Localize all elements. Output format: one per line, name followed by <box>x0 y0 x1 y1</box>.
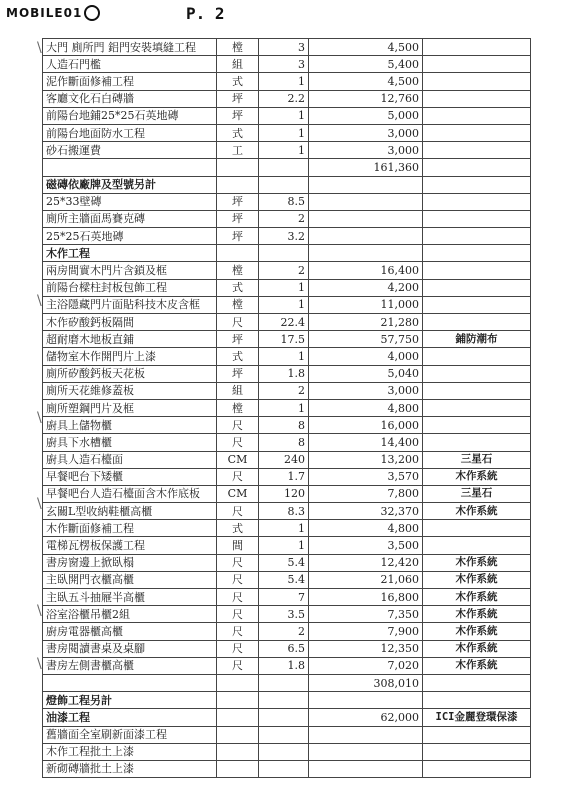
check-mark: \ <box>37 603 42 619</box>
cell-name: 廁所塑鋼門片及框 <box>43 399 217 416</box>
table-row <box>43 520 531 537</box>
cell-price: 5,400 <box>309 56 423 73</box>
cell-note <box>423 417 531 434</box>
subtotal-row <box>43 674 531 691</box>
cell-price: 7,800 <box>309 485 423 502</box>
cell-unit <box>217 674 259 691</box>
cell-qty <box>259 159 309 176</box>
cell-unit <box>217 692 259 709</box>
table-row <box>43 365 531 382</box>
table-row <box>43 382 531 399</box>
cell-price: 5,040 <box>309 365 423 382</box>
cell-qty: 8 <box>259 417 309 434</box>
cell-qty: 240 <box>259 451 309 468</box>
table-row <box>43 743 531 760</box>
cell-name: 舊牆面全室刷新面漆工程 <box>43 726 217 743</box>
cell-qty: 6.5 <box>259 640 309 657</box>
cell-qty: 1.7 <box>259 468 309 485</box>
table-row <box>43 107 531 124</box>
cell-qty: 17.5 <box>259 331 309 348</box>
table-row <box>43 589 531 606</box>
cell-qty: 1 <box>259 279 309 296</box>
cell-note: 木作系統 <box>423 554 531 571</box>
table-row <box>43 434 531 451</box>
check-mark: \ <box>37 293 42 309</box>
cell-price <box>309 176 423 193</box>
cell-qty: 1.8 <box>259 657 309 674</box>
cell-note: 木作系統 <box>423 623 531 640</box>
check-mark: \ <box>37 656 42 672</box>
table-row <box>43 606 531 623</box>
cell-note <box>423 39 531 56</box>
cell-name: 燈飾工程另計 <box>43 692 217 709</box>
cell-note: 木作系統 <box>423 640 531 657</box>
cell-price: 3,570 <box>309 468 423 485</box>
cell-unit: 式 <box>217 279 259 296</box>
cell-qty: 1 <box>259 296 309 313</box>
cell-name <box>43 674 217 691</box>
table-row <box>43 399 531 416</box>
cell-name: 主臥開門衣櫃高櫃 <box>43 571 217 588</box>
cell-price: 11,000 <box>309 296 423 313</box>
cell-qty: 1 <box>259 107 309 124</box>
cell-price: 4,800 <box>309 520 423 537</box>
cell-unit <box>217 709 259 726</box>
cell-name: 泥作斷面修補工程 <box>43 73 217 90</box>
cell-qty <box>259 743 309 760</box>
cell-note <box>423 382 531 399</box>
cell-price: 161,360 <box>309 159 423 176</box>
cell-name: 木作工程 <box>43 245 217 262</box>
table-row <box>43 503 531 520</box>
cell-qty: 2.2 <box>259 90 309 107</box>
cell-price: 12,350 <box>309 640 423 657</box>
cell-qty: 8.3 <box>259 503 309 520</box>
cell-name: 主臥五斗抽屜半高櫃 <box>43 589 217 606</box>
cell-price: 21,060 <box>309 571 423 588</box>
cell-unit: 尺 <box>217 434 259 451</box>
cell-price: 5,000 <box>309 107 423 124</box>
cell-name: 油漆工程 <box>43 709 217 726</box>
cell-name: 人造石門檻 <box>43 56 217 73</box>
cell-price <box>309 193 423 210</box>
cell-unit: 式 <box>217 520 259 537</box>
cell-unit: 尺 <box>217 571 259 588</box>
cell-note <box>423 176 531 193</box>
cell-unit: 組 <box>217 56 259 73</box>
cell-qty: 22.4 <box>259 314 309 331</box>
cell-unit <box>217 176 259 193</box>
cell-price: 7,020 <box>309 657 423 674</box>
table-row <box>43 56 531 73</box>
cell-note <box>423 107 531 124</box>
table-row <box>43 331 531 348</box>
cell-name: 書房左側書櫃高櫃 <box>43 657 217 674</box>
cell-unit <box>217 159 259 176</box>
cell-price: 32,370 <box>309 503 423 520</box>
cell-unit: 式 <box>217 348 259 365</box>
cell-qty <box>259 692 309 709</box>
cell-unit: 坪 <box>217 331 259 348</box>
cell-qty: 7 <box>259 589 309 606</box>
cell-price: 3,000 <box>309 142 423 159</box>
cell-name: 廚具人造石檯面 <box>43 451 217 468</box>
cell-qty: 1 <box>259 520 309 537</box>
cell-qty: 1.8 <box>259 365 309 382</box>
cell-price: 16,400 <box>309 262 423 279</box>
cell-note <box>423 692 531 709</box>
cell-qty: 5.4 <box>259 554 309 571</box>
table-row <box>43 640 531 657</box>
table-row <box>43 262 531 279</box>
table-row <box>43 417 531 434</box>
cell-price <box>309 245 423 262</box>
cell-unit <box>217 760 259 777</box>
cell-note: 三星石 <box>423 485 531 502</box>
table-row <box>43 537 531 554</box>
cell-name: 主浴隱藏門片面貼科技木皮含框 <box>43 296 217 313</box>
section-header-row <box>43 176 531 193</box>
cell-unit <box>217 245 259 262</box>
cell-qty: 3 <box>259 39 309 56</box>
cell-note: 木作系統 <box>423 503 531 520</box>
cell-name <box>43 159 217 176</box>
cell-price: 4,500 <box>309 39 423 56</box>
cell-unit: 樘 <box>217 39 259 56</box>
cell-price: 13,200 <box>309 451 423 468</box>
cell-note <box>423 245 531 262</box>
table-row <box>43 554 531 571</box>
cell-price <box>309 692 423 709</box>
cell-price: 12,420 <box>309 554 423 571</box>
table-row <box>43 124 531 141</box>
cell-note: 三星石 <box>423 451 531 468</box>
cell-note: 木作系統 <box>423 606 531 623</box>
check-mark: \ <box>37 496 42 512</box>
cell-price <box>309 743 423 760</box>
cell-note <box>423 743 531 760</box>
cell-price: 16,800 <box>309 589 423 606</box>
cell-unit: CM <box>217 485 259 502</box>
cell-unit: 尺 <box>217 417 259 434</box>
quotation-table <box>42 38 531 778</box>
subtotal-row <box>43 159 531 176</box>
cell-name: 木作斷面修補工程 <box>43 520 217 537</box>
section-header-row <box>43 245 531 262</box>
cell-qty: 3.2 <box>259 228 309 245</box>
cell-price: 21,280 <box>309 314 423 331</box>
table-row <box>43 39 531 56</box>
cell-note <box>423 210 531 227</box>
cell-name: 書房窗邊上掀臥榻 <box>43 554 217 571</box>
cell-note <box>423 365 531 382</box>
cell-price: 3,500 <box>309 537 423 554</box>
table-row <box>43 142 531 159</box>
cell-note: 木作系統 <box>423 657 531 674</box>
cell-price <box>309 726 423 743</box>
table-row <box>43 193 531 210</box>
cell-note <box>423 142 531 159</box>
section-header-row <box>43 692 531 709</box>
table-row <box>43 623 531 640</box>
table-row <box>43 90 531 107</box>
cell-unit: 坪 <box>217 228 259 245</box>
cell-price: 16,000 <box>309 417 423 434</box>
cell-note <box>423 159 531 176</box>
cell-qty: 1 <box>259 142 309 159</box>
cell-note: 木作系統 <box>423 571 531 588</box>
cell-note <box>423 537 531 554</box>
cell-unit: 尺 <box>217 468 259 485</box>
cell-note <box>423 193 531 210</box>
cell-name: 儲物室木作開門片上漆 <box>43 348 217 365</box>
table-row <box>43 760 531 777</box>
cell-name: 大門 廁所門 鋁門安裝填縫工程 <box>43 39 217 56</box>
cell-price: 62,000 <box>309 709 423 726</box>
cell-unit: 樘 <box>217 399 259 416</box>
table-row <box>43 279 531 296</box>
table-row <box>43 485 531 502</box>
cell-unit: 尺 <box>217 314 259 331</box>
cell-price: 3,000 <box>309 382 423 399</box>
cell-unit: 樘 <box>217 262 259 279</box>
check-mark: \ <box>37 410 42 426</box>
cell-qty: 3 <box>259 56 309 73</box>
cell-name: 廁所天花維修蓋板 <box>43 382 217 399</box>
cell-price: 7,900 <box>309 623 423 640</box>
cell-note <box>423 399 531 416</box>
cell-price <box>309 760 423 777</box>
cell-qty: 120 <box>259 485 309 502</box>
cell-note <box>423 90 531 107</box>
cell-unit: 間 <box>217 537 259 554</box>
table-row <box>43 657 531 674</box>
page-number: P. 2 <box>186 4 225 23</box>
logo-ring-icon <box>84 5 100 21</box>
cell-unit: 組 <box>217 382 259 399</box>
cell-name: 玄關L型收納鞋櫃高櫃 <box>43 503 217 520</box>
cell-name: 浴室浴櫃吊櫃2組 <box>43 606 217 623</box>
cell-unit <box>217 743 259 760</box>
cell-name: 前陽台地鋪25*25石英地磚 <box>43 107 217 124</box>
cell-qty: 2 <box>259 262 309 279</box>
table-row <box>43 571 531 588</box>
cell-name: 廚房電器櫃高櫃 <box>43 623 217 640</box>
cell-name: 早餐吧台人造石檯面含木作底板 <box>43 485 217 502</box>
cell-name: 木作矽酸鈣板隔間 <box>43 314 217 331</box>
cell-unit: 工 <box>217 142 259 159</box>
cell-qty: 1 <box>259 537 309 554</box>
cell-unit: 尺 <box>217 554 259 571</box>
cell-unit: 坪 <box>217 210 259 227</box>
cell-name: 早餐吧台下矮櫃 <box>43 468 217 485</box>
cell-note <box>423 520 531 537</box>
cell-name: 新砌磚牆批土上漆 <box>43 760 217 777</box>
cell-name: 25*25石英地磚 <box>43 228 217 245</box>
cell-qty: 1 <box>259 399 309 416</box>
cell-qty: 8.5 <box>259 193 309 210</box>
cell-unit: 坪 <box>217 90 259 107</box>
cell-price <box>309 210 423 227</box>
cell-note <box>423 348 531 365</box>
cell-price: 4,000 <box>309 348 423 365</box>
cell-unit: CM <box>217 451 259 468</box>
table-row <box>43 726 531 743</box>
cell-note <box>423 228 531 245</box>
cell-name: 磁磚依廠牌及型號另計 <box>43 176 217 193</box>
section-header-row <box>43 709 531 726</box>
cell-qty: 2 <box>259 382 309 399</box>
cell-price: 4,800 <box>309 399 423 416</box>
cell-name: 電梯瓦楞板保護工程 <box>43 537 217 554</box>
table-row <box>43 348 531 365</box>
cell-qty: 1 <box>259 124 309 141</box>
cell-qty: 3.5 <box>259 606 309 623</box>
cell-note <box>423 314 531 331</box>
table-row <box>43 314 531 331</box>
cell-note <box>423 56 531 73</box>
table-row <box>43 296 531 313</box>
cell-note <box>423 674 531 691</box>
cell-price: 12,760 <box>309 90 423 107</box>
cell-name: 超耐磨木地板直鋪 <box>43 331 217 348</box>
cell-qty <box>259 674 309 691</box>
cell-note <box>423 124 531 141</box>
cell-price: 7,350 <box>309 606 423 623</box>
cell-unit: 坪 <box>217 365 259 382</box>
cell-name: 木作工程批土上漆 <box>43 743 217 760</box>
cell-qty: 2 <box>259 210 309 227</box>
cell-unit: 式 <box>217 124 259 141</box>
cell-note <box>423 73 531 90</box>
cell-name: 前陽台樑柱封板包飾工程 <box>43 279 217 296</box>
cell-qty <box>259 760 309 777</box>
quotation-rows <box>43 39 531 778</box>
cell-qty: 1 <box>259 73 309 90</box>
cell-qty <box>259 245 309 262</box>
cell-qty: 2 <box>259 623 309 640</box>
check-mark: \ <box>37 40 42 56</box>
cell-note <box>423 726 531 743</box>
cell-note <box>423 296 531 313</box>
cell-qty <box>259 176 309 193</box>
cell-name: 廁所主牆面馬賽克磚 <box>43 210 217 227</box>
cell-note <box>423 434 531 451</box>
cell-unit: 尺 <box>217 503 259 520</box>
cell-qty: 8 <box>259 434 309 451</box>
cell-unit: 尺 <box>217 623 259 640</box>
cell-note: ICI金麗登環保漆 <box>423 709 531 726</box>
cell-note <box>423 760 531 777</box>
cell-unit: 樘 <box>217 296 259 313</box>
logo-text: MOBILE01 <box>6 6 83 20</box>
table-row <box>43 73 531 90</box>
cell-unit: 尺 <box>217 589 259 606</box>
mobile01-logo <box>6 4 100 22</box>
cell-note: 木作系統 <box>423 589 531 606</box>
cell-qty <box>259 709 309 726</box>
cell-note <box>423 279 531 296</box>
cell-name: 廁所矽酸鈣板天花板 <box>43 365 217 382</box>
cell-name: 書房閱讀書桌及桌腳 <box>43 640 217 657</box>
table-row <box>43 468 531 485</box>
cell-name: 廚具上儲物櫃 <box>43 417 217 434</box>
cell-price: 14,400 <box>309 434 423 451</box>
cell-qty <box>259 726 309 743</box>
cell-unit <box>217 726 259 743</box>
cell-unit: 尺 <box>217 606 259 623</box>
cell-price: 4,500 <box>309 73 423 90</box>
cell-price: 4,200 <box>309 279 423 296</box>
table-row <box>43 451 531 468</box>
cell-unit: 尺 <box>217 657 259 674</box>
cell-name: 廚具下水槽櫃 <box>43 434 217 451</box>
table-row <box>43 210 531 227</box>
cell-unit: 坪 <box>217 193 259 210</box>
cell-name: 兩房間實木門片含鎖及框 <box>43 262 217 279</box>
cell-price: 57,750 <box>309 331 423 348</box>
cell-unit: 式 <box>217 73 259 90</box>
cell-name: 砂石搬運費 <box>43 142 217 159</box>
cell-unit: 尺 <box>217 640 259 657</box>
cell-price: 308,010 <box>309 674 423 691</box>
cell-price <box>309 228 423 245</box>
cell-price: 3,000 <box>309 124 423 141</box>
table-row <box>43 228 531 245</box>
cell-qty: 5.4 <box>259 571 309 588</box>
cell-qty: 1 <box>259 348 309 365</box>
cell-name: 前陽台地面防水工程 <box>43 124 217 141</box>
cell-note: 木作系統 <box>423 468 531 485</box>
cell-name: 客廳文化石白磚牆 <box>43 90 217 107</box>
cell-name: 25*33壁磚 <box>43 193 217 210</box>
cell-unit: 坪 <box>217 107 259 124</box>
cell-note: 鋪防潮布 <box>423 331 531 348</box>
cell-note <box>423 262 531 279</box>
